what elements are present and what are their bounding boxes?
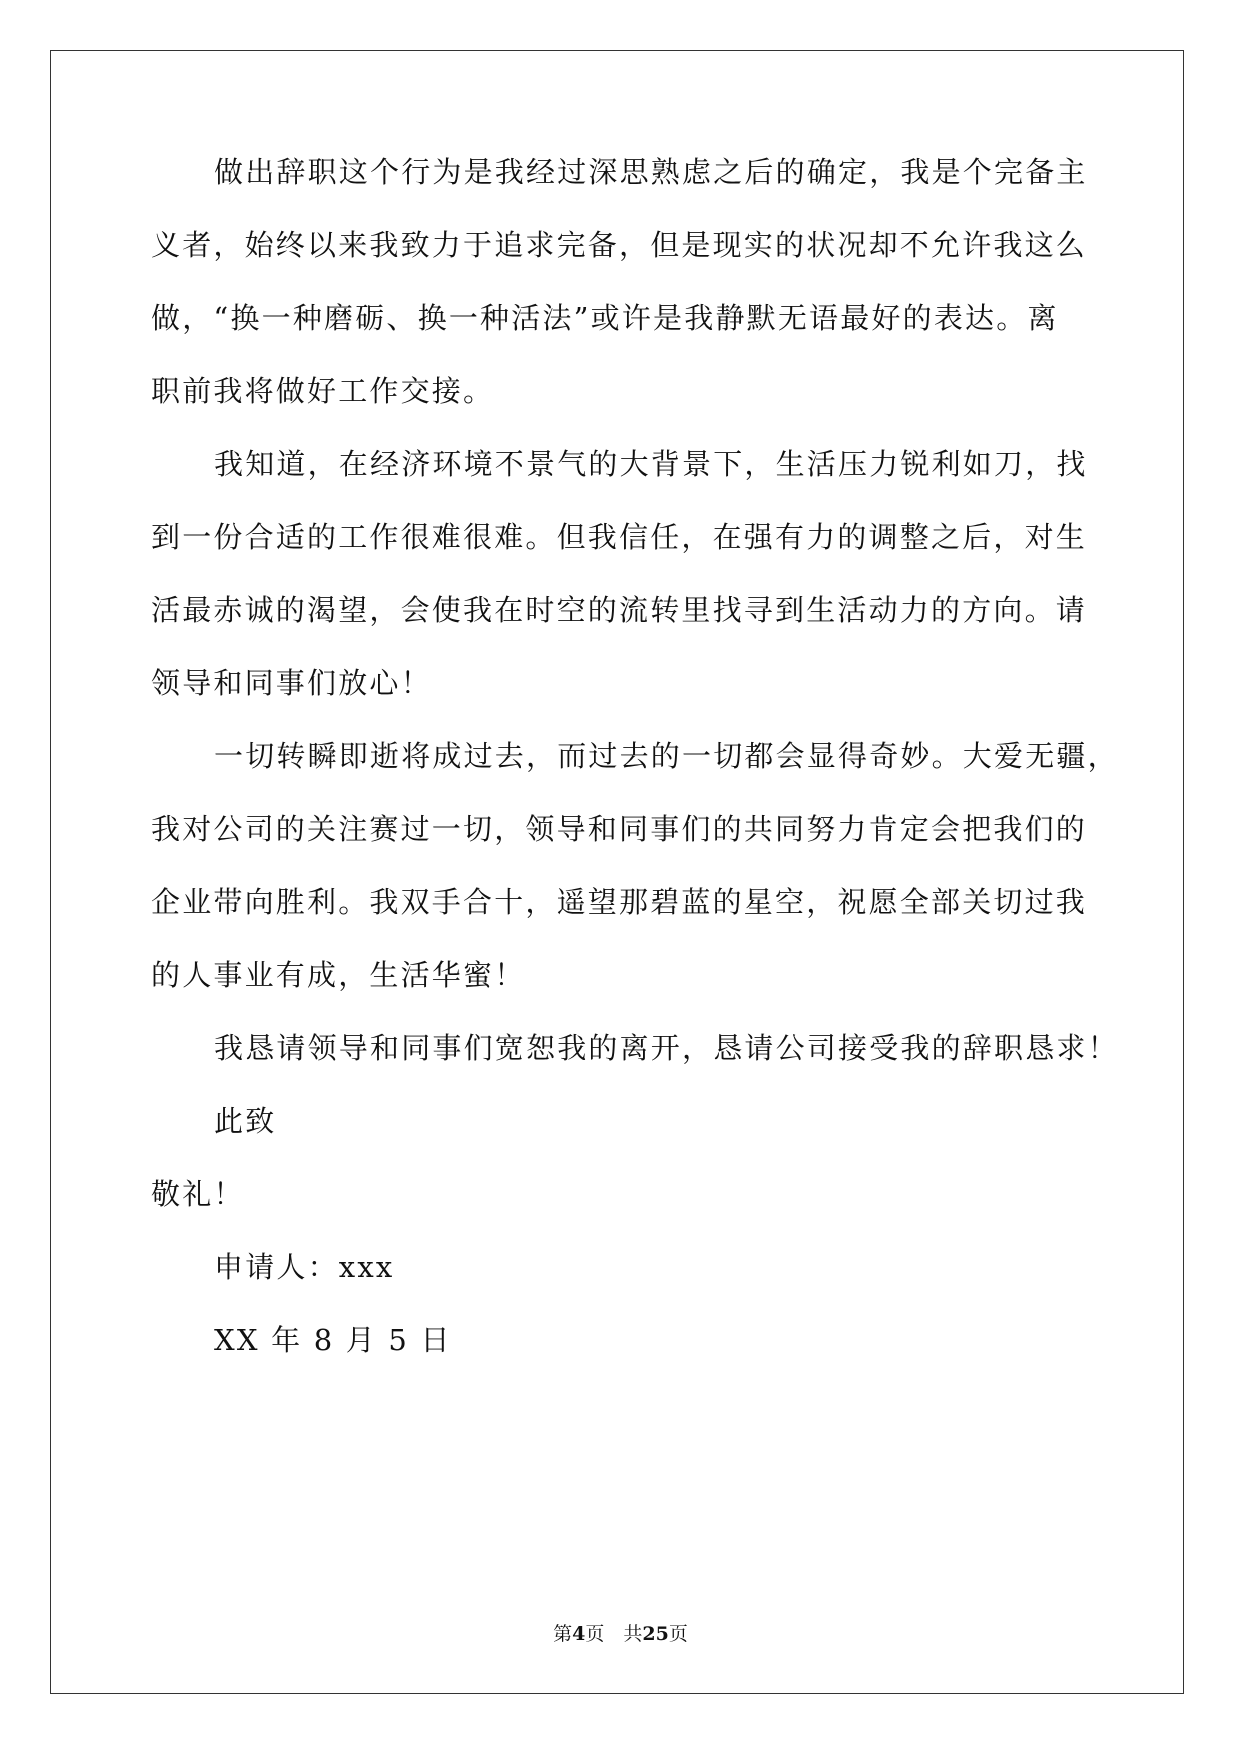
paragraph-line: 我恳请领导和同事们宽恕我的离开，恳请公司接受我的辞职恳求！ bbox=[214, 1031, 1119, 1065]
paragraph-line: 义者，始终以来我致力于追求完备，但是现实的状况却不允许我这么 bbox=[151, 228, 1088, 262]
paragraph-line: 我对公司的关注赛过一切，领导和同事们的共同努力肯定会把我们的 bbox=[151, 812, 1088, 846]
page-number: 4 bbox=[572, 1623, 586, 1645]
paragraph-line: 做出辞职这个行为是我经过深思熟虑之后的确定，我是个完备主 bbox=[214, 155, 1088, 189]
paragraph-line: 领导和同事们放心！ bbox=[151, 666, 432, 700]
page-footer bbox=[0, 1622, 1241, 1646]
page-border bbox=[50, 50, 1184, 1694]
paragraph-line: 我知道，在经济环境不景气的大背景下，生活压力锐利如刀，找 bbox=[214, 447, 1088, 481]
paragraph-line: 到一份合适的工作很难很难。但我信任，在强有力的调整之后，对生 bbox=[151, 520, 1088, 554]
applicant-line: 申请人：xxx bbox=[214, 1250, 395, 1284]
total-pages: 25 bbox=[642, 1623, 669, 1645]
footer-mid: 页 共 bbox=[585, 1623, 643, 1645]
paragraph-line: 做，“换一种磨砺、换一种活法”或许是我静默无语最好的表达。离 bbox=[151, 301, 1059, 335]
salutation-line: 敬礼！ bbox=[151, 1177, 245, 1211]
footer-prefix: 第 bbox=[553, 1623, 573, 1645]
paragraph-line: 职前我将做好工作交接。 bbox=[151, 374, 495, 408]
date-line: XX 年 8 月 5 日 bbox=[214, 1323, 452, 1357]
paragraph-line: 企业带向胜利。我双手合十，遥望那碧蓝的星空，祝愿全部关切过我 bbox=[151, 885, 1088, 919]
paragraph-line: 活最赤诚的渴望，会使我在时空的流转里找寻到生活动力的方向。请 bbox=[151, 593, 1088, 627]
paragraph-line: 的人事业有成，生活华蜜！ bbox=[151, 958, 526, 992]
closing-line: 此致 bbox=[214, 1104, 277, 1138]
footer-suffix: 页 bbox=[668, 1623, 688, 1645]
paragraph-line: 一切转瞬即逝将成过去，而过去的一切都会显得奇妙。大爱无疆， bbox=[214, 739, 1119, 773]
